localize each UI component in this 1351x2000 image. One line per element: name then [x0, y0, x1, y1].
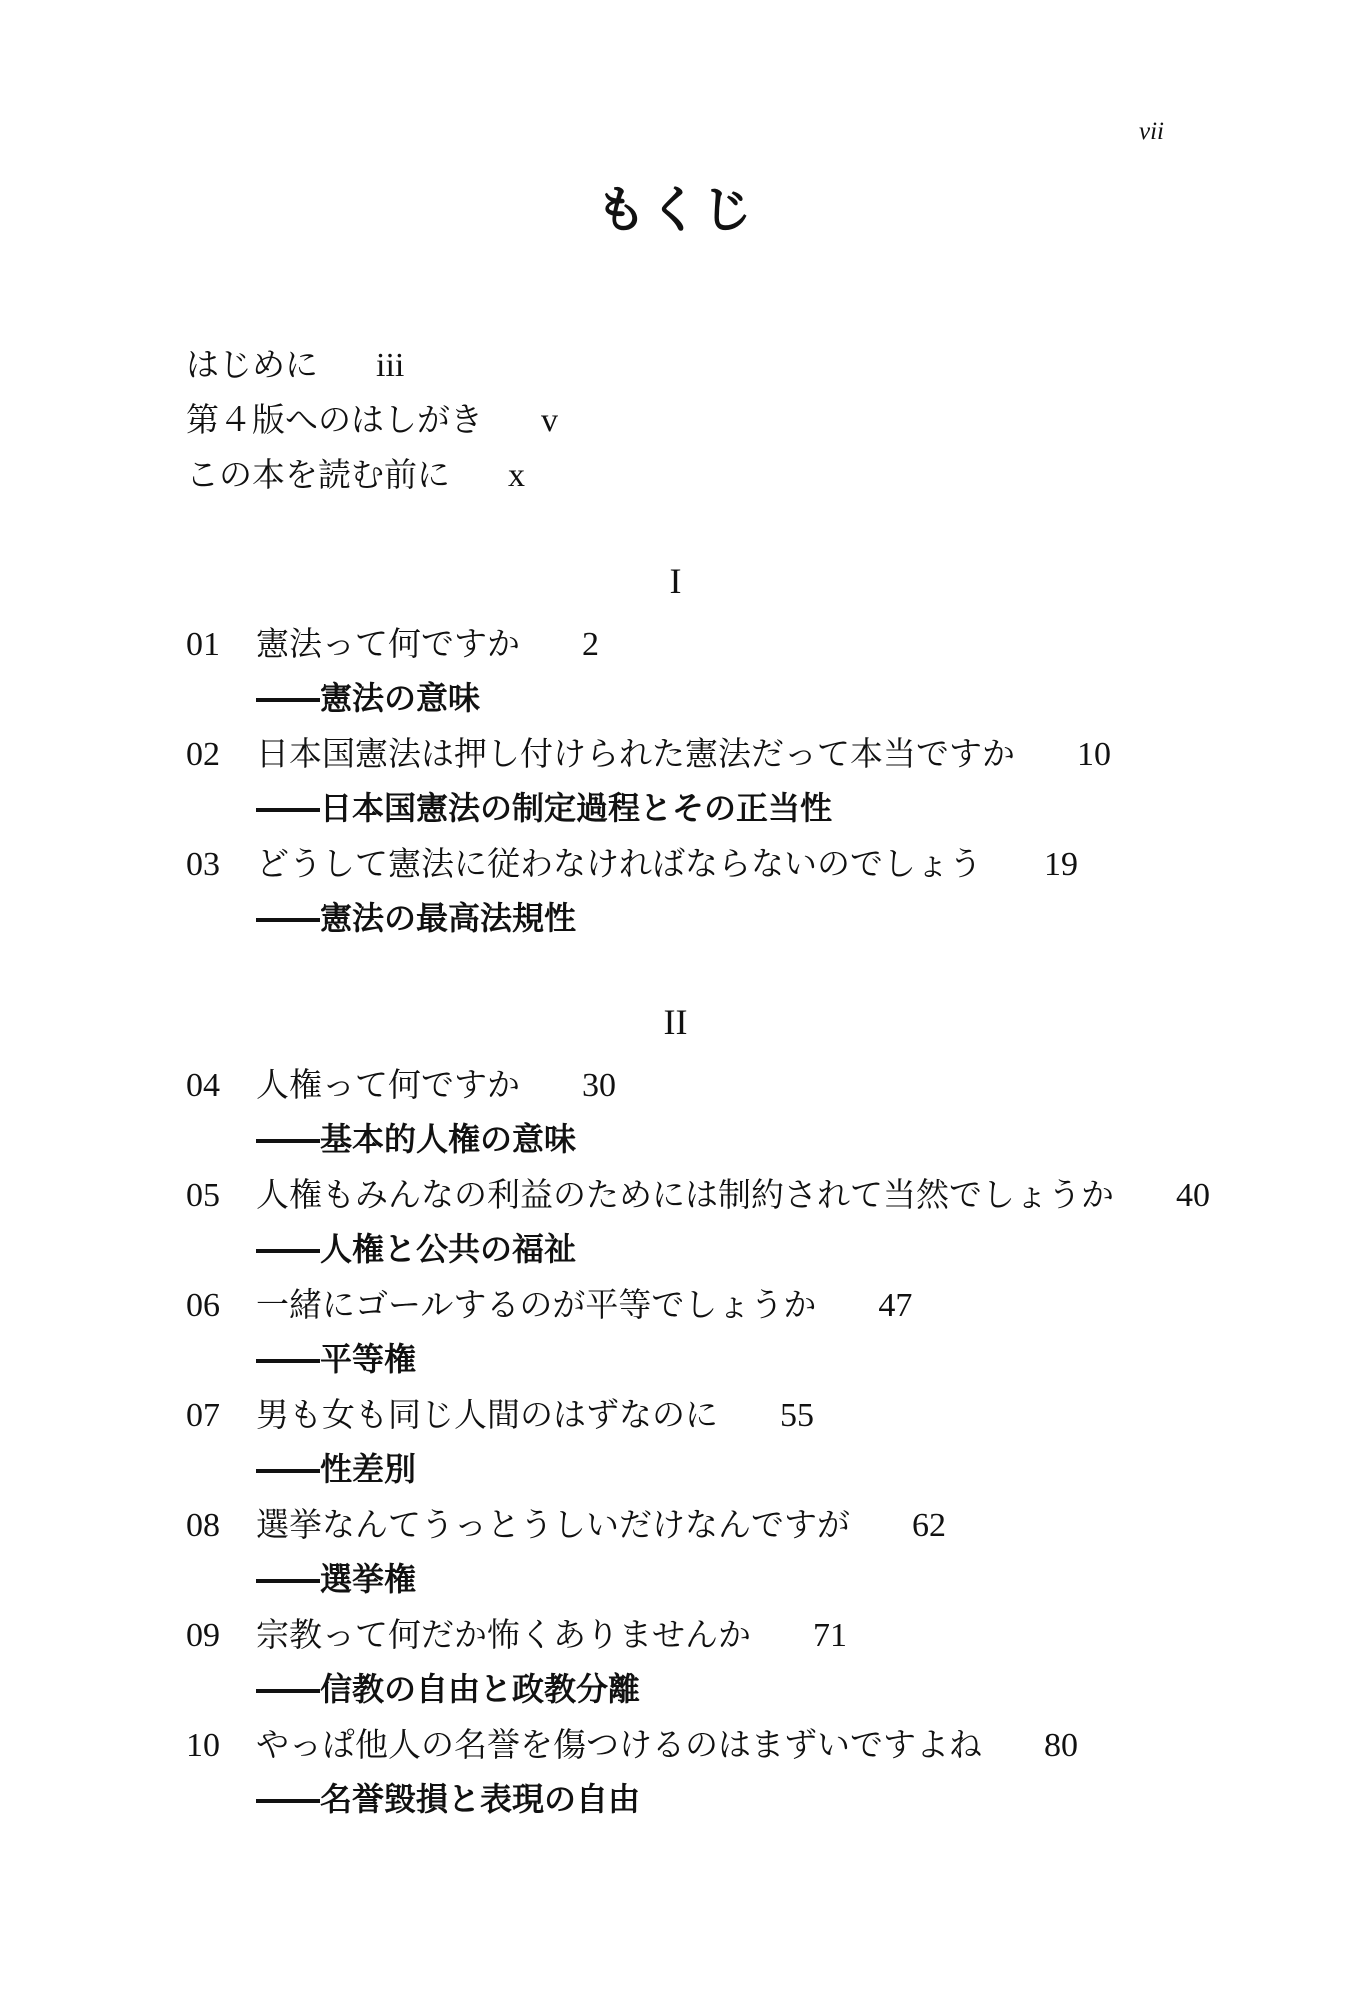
front-matter-item [186, 392, 1236, 447]
front-matter-title: 第４版へのはしがき [186, 400, 483, 439]
chapter-title: 人権もみんなの利益のためには制約されて当然でしょうか [256, 1175, 1114, 1214]
chapter-number: 05 [186, 1177, 220, 1214]
page-title: もくじ [596, 181, 755, 239]
front-matter-page: v [541, 402, 558, 439]
front-matter-page: x [508, 457, 525, 494]
chapter-title: 男も女も同じ人間のはずなのに [256, 1395, 718, 1434]
chapter-title: どうして憲法に従わなければならないのでしょう [256, 844, 982, 883]
chapter-subtitle: ――日本国憲法の制定過程とその正当性 [256, 789, 833, 827]
chapter-line [186, 1387, 814, 1442]
chapter-number: 04 [186, 1067, 220, 1104]
chapter-subtitle: ――人権と公共の福祉 [256, 1230, 577, 1268]
part-heading: I [669, 561, 682, 601]
chapter-title: 憲法って何ですか [256, 624, 520, 663]
chapter-page: 55 [780, 1397, 814, 1434]
chapter-subtitle: ――平等権 [256, 1340, 417, 1378]
chapter-line [186, 616, 599, 671]
chapter-page: 10 [1077, 736, 1111, 773]
chapter-page: 71 [813, 1617, 847, 1654]
chapter-line [186, 1717, 1078, 1772]
chapter-page: 40 [1176, 1177, 1210, 1214]
chapter-title: 人権って何ですか [256, 1065, 520, 1104]
chapter-line [186, 1607, 847, 1662]
chapter-number: 06 [186, 1287, 220, 1324]
chapter-line [186, 836, 1078, 891]
chapter-entry [0, 1717, 1351, 1827]
chapter-line [186, 1497, 946, 1552]
chapter-subtitle: ――性差別 [256, 1450, 417, 1488]
front-matter-list [186, 337, 1236, 502]
chapter-number: 09 [186, 1617, 220, 1654]
chapter-page: 2 [582, 626, 599, 663]
chapter-number: 10 [186, 1727, 220, 1764]
chapter-entry [0, 726, 1351, 836]
chapter-number: 01 [186, 626, 220, 663]
chapter-line [186, 1167, 1210, 1222]
chapter-number: 02 [186, 736, 220, 773]
chapter-subtitle: ――憲法の意味 [256, 679, 481, 717]
chapter-number: 07 [186, 1397, 220, 1434]
chapter-title: 選挙なんてうっとうしいだけなんですが [256, 1505, 850, 1544]
part-2 [0, 987, 1351, 1827]
chapter-title: 日本国憲法は押し付けられた憲法だって本当ですか [256, 734, 1015, 773]
chapter-page: 30 [582, 1067, 616, 1104]
chapter-subtitle: ――信教の自由と政教分離 [256, 1670, 641, 1708]
chapter-entry [0, 1277, 1351, 1387]
chapter-entry [0, 1497, 1351, 1607]
chapter-title: やっぱ他人の名誉を傷つけるのはまずいですよね [256, 1725, 982, 1764]
part-heading: II [663, 1002, 688, 1042]
chapter-line [186, 1277, 912, 1332]
front-matter-title: はじめに [186, 345, 318, 384]
chapter-subtitle: ――基本的人権の意味 [256, 1120, 577, 1158]
chapter-entry [0, 616, 1351, 726]
page-number: vii [1139, 118, 1164, 145]
chapter-page: 80 [1044, 1727, 1078, 1764]
chapter-entry [0, 1057, 1351, 1167]
front-matter-item [186, 337, 1236, 392]
part-1 [0, 546, 1351, 946]
chapter-subtitle: ――選挙権 [256, 1560, 417, 1598]
chapter-line [186, 1057, 616, 1112]
front-matter-item [186, 447, 1236, 502]
front-matter-title: この本を読む前に [186, 455, 450, 494]
chapter-entry [0, 1167, 1351, 1277]
chapter-page: 19 [1044, 846, 1078, 883]
chapter-title: 一緒にゴールするのが平等でしょうか [256, 1285, 817, 1324]
chapter-number: 03 [186, 846, 220, 883]
chapter-entry [0, 1387, 1351, 1497]
chapter-number: 08 [186, 1507, 220, 1544]
chapter-line [186, 726, 1111, 781]
chapter-title: 宗教って何だか怖くありませんか [256, 1615, 751, 1654]
chapter-subtitle: ――憲法の最高法規性 [256, 899, 577, 937]
chapter-page: 47 [878, 1287, 913, 1324]
front-matter-page: iii [376, 347, 405, 384]
chapter-entry [0, 1607, 1351, 1717]
chapter-subtitle: ――名誉毀損と表現の自由 [256, 1780, 641, 1818]
chapter-page: 62 [912, 1507, 946, 1544]
chapter-entry [0, 836, 1351, 946]
